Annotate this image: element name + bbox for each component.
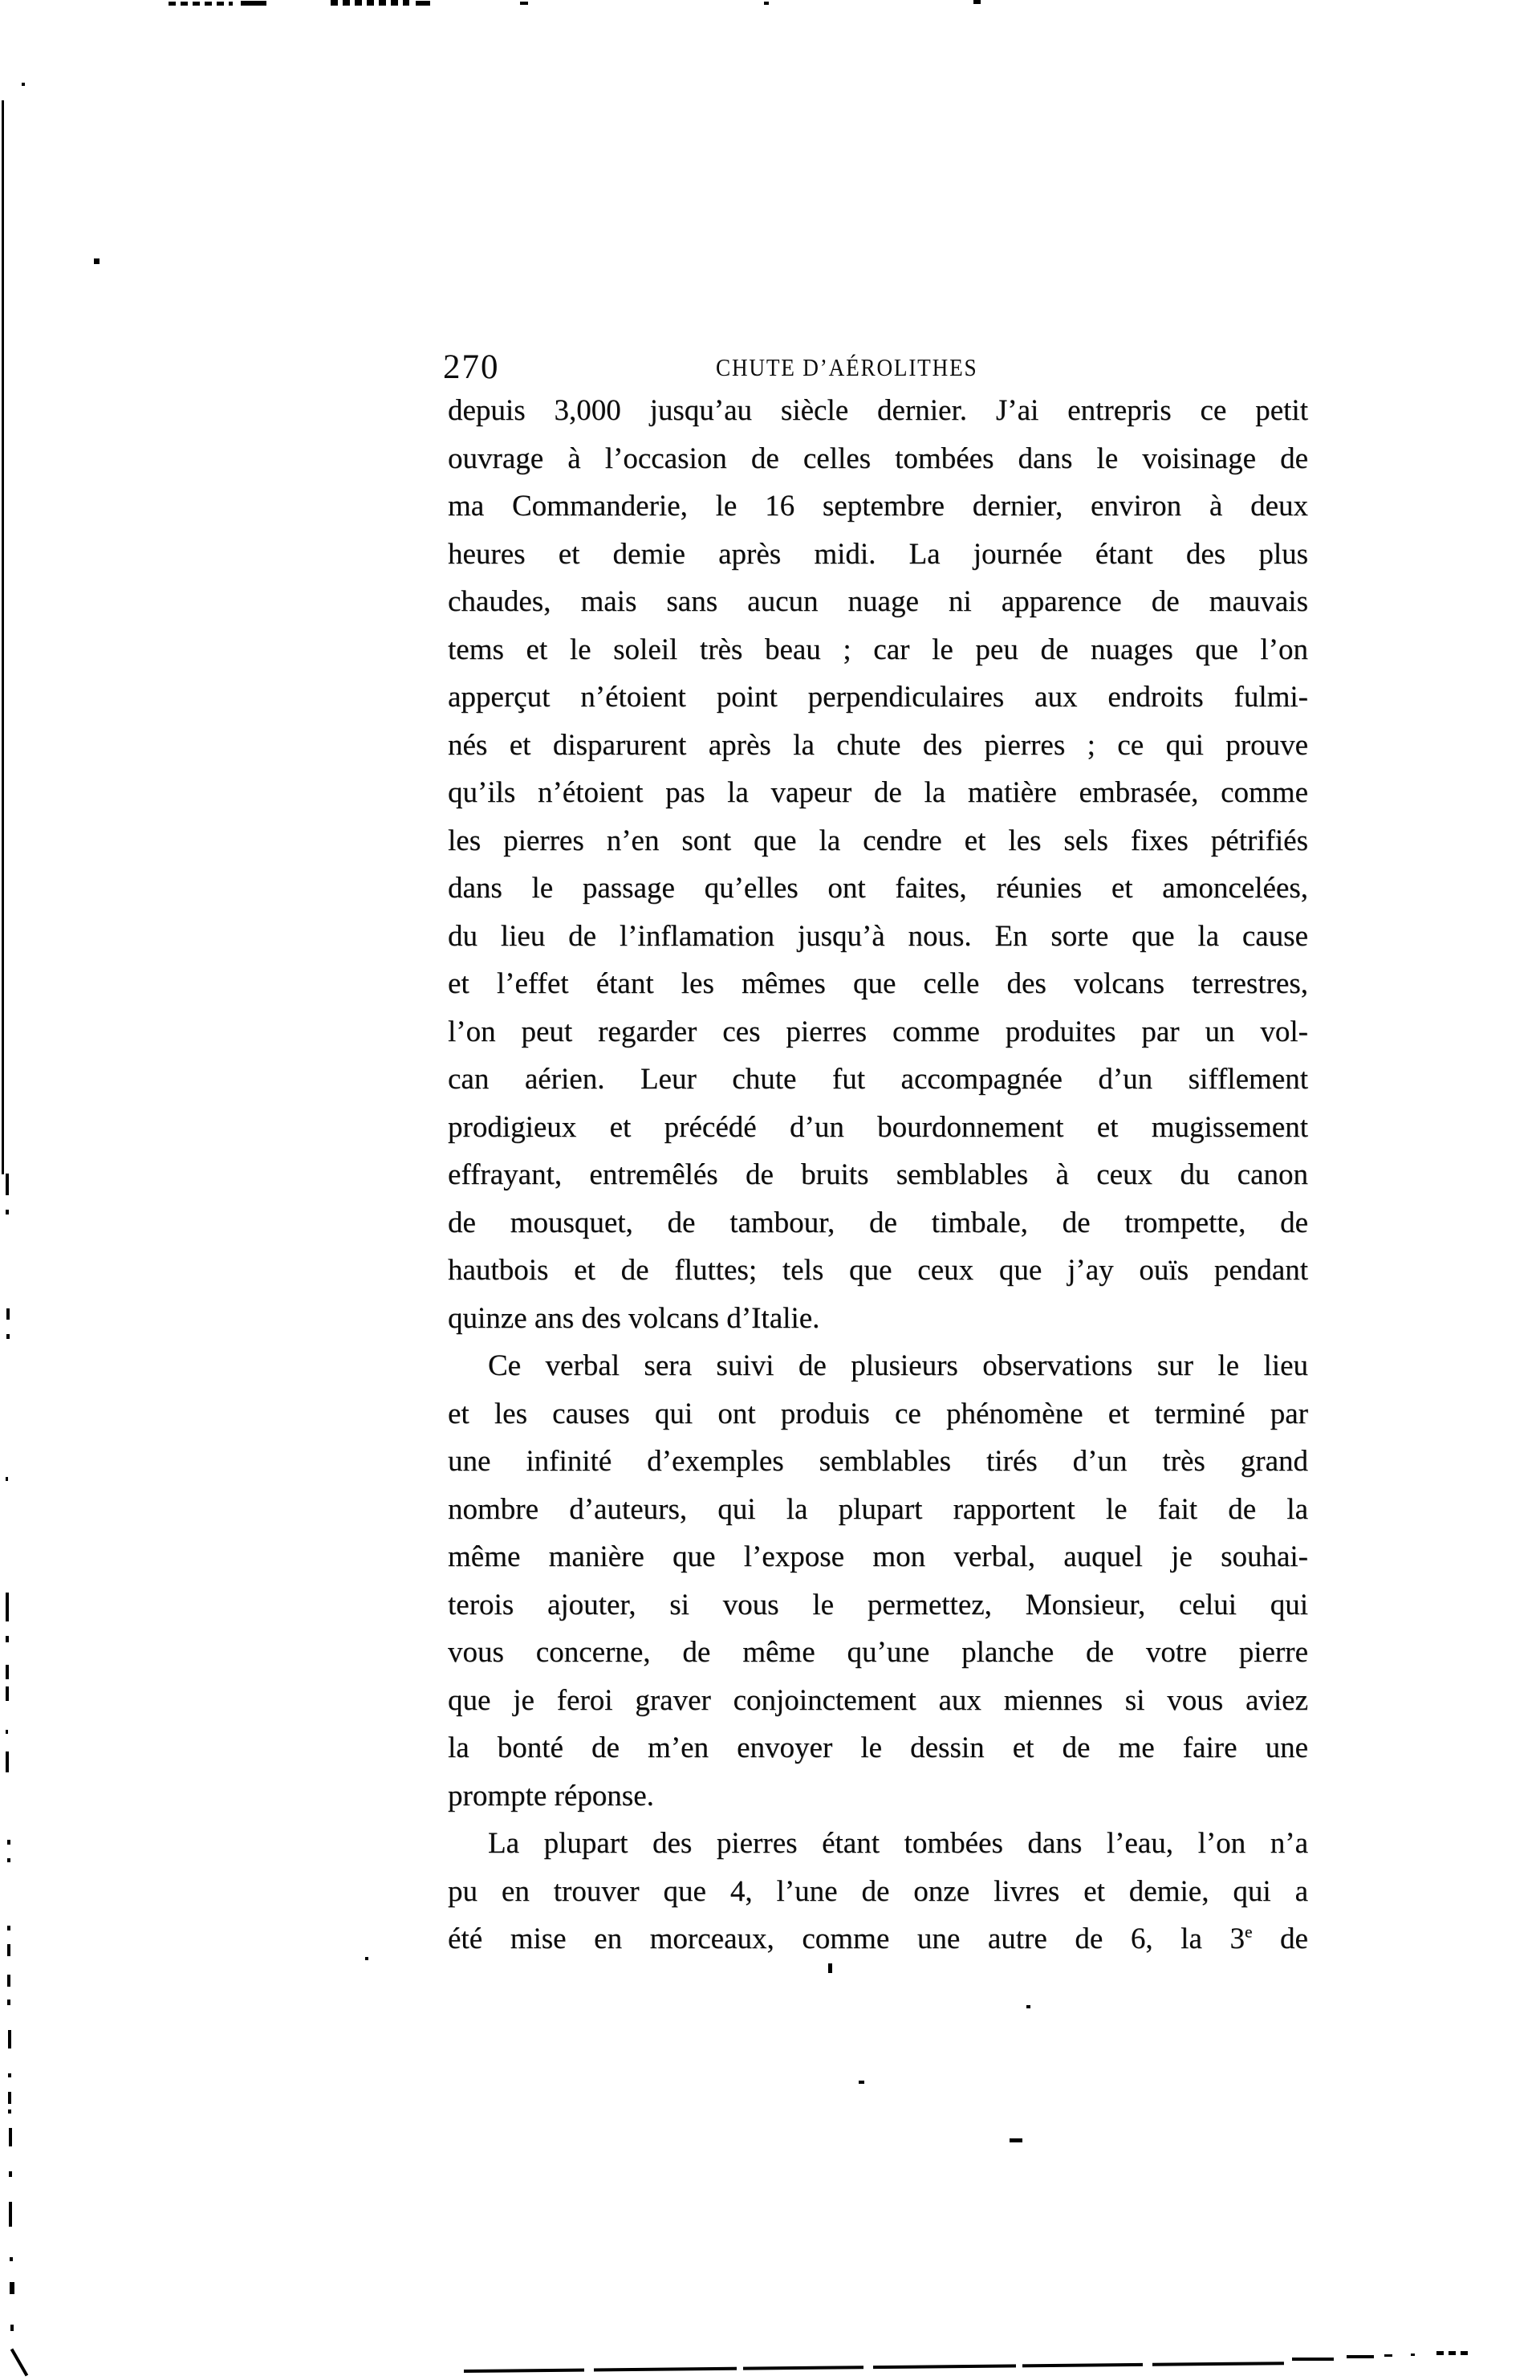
scan-noise-mark bbox=[7, 1858, 10, 1862]
text-line: hautbois et de fluttes; tels que ceux que j’ay ouïs pendant bbox=[448, 1254, 1308, 1287]
text-line: chaudes, mais sans aucun nuage ni apparence de mauvais bbox=[448, 585, 1308, 618]
text-line: pu en trouver que 4, l’une de onze livres et demie, qui a bbox=[448, 1874, 1308, 1908]
scan-noise-mark bbox=[10, 2257, 13, 2261]
scan-noise-mark bbox=[8, 2030, 11, 2048]
scan-noise-mark bbox=[1436, 2351, 1469, 2355]
text-line: nombre d’auteurs, qui la plupart rapportent le fait de la bbox=[448, 1492, 1308, 1526]
text-line: Ce verbal sera suivi de plusieurs observations sur le lieu bbox=[488, 1349, 1308, 1382]
scan-noise-mark bbox=[973, 0, 981, 4]
text-line: can aérien. Leur chute fut accompagnée d’un sifflement bbox=[448, 1063, 1308, 1096]
text-line: les pierres n’en sont que la cendre et les sels fixes pétrifiés bbox=[448, 824, 1308, 857]
scan-noise-mark bbox=[6, 1593, 9, 1621]
scan-noise-mark bbox=[6, 1174, 9, 1195]
text-line: ma Commanderie, le 16 septembre dernier, environ à deux bbox=[448, 490, 1308, 523]
scan-noise-mark bbox=[365, 1957, 368, 1960]
text-line: prodigieux et précédé d’un bourdonnement et mugissement bbox=[448, 1110, 1308, 1144]
scan-noise-mark bbox=[6, 1730, 8, 1734]
scan-noise-mark bbox=[520, 2, 528, 5]
scan-noise-mark bbox=[22, 83, 25, 86]
text-line: tems et le soleil très beau ; car le peu de nuages que l’on bbox=[448, 633, 1308, 666]
text-line: la bonté de m’en envoyer le dessin et de me faire une bbox=[448, 1731, 1308, 1764]
text-line: qu’ils n’étoient pas la vapeur de la matière embrasée, comme bbox=[448, 776, 1308, 809]
scan-noise-mark bbox=[7, 1926, 10, 1930]
text-line: dans le passage qu’elles ont faites, réunies et amoncelées, bbox=[448, 872, 1308, 905]
scan-noise-mark bbox=[2, 100, 4, 1174]
scan-noise-mark bbox=[828, 1963, 832, 1973]
text-line: du lieu de l’inflamation jusqu’à nous. En sorte que la cause bbox=[448, 919, 1308, 953]
text-line: même manière que l’expose mon verbal, auquel je souhai- bbox=[448, 1540, 1308, 1573]
page-number: 270 bbox=[443, 348, 500, 386]
scan-noise-mark bbox=[6, 1636, 9, 1642]
scan-noise-mark bbox=[764, 2, 769, 5]
scan-noise-mark bbox=[9, 2171, 12, 2177]
text-line: terois ajouter, si vous le permettez, Monsieur, celui qui bbox=[448, 1588, 1308, 1621]
scan-noise-mark bbox=[10, 2282, 14, 2294]
scan-noise-mark bbox=[9, 2128, 12, 2146]
scan-noise-mark bbox=[6, 1210, 9, 1214]
scan-noise-mark bbox=[7, 1944, 10, 1956]
scan-noise-mark bbox=[8, 2092, 11, 2104]
scan-noise-mark bbox=[6, 1334, 10, 1339]
text-line: que je feroi graver conjoinctement aux miennes si vous aviez bbox=[448, 1683, 1308, 1717]
scan-noise-mark bbox=[9, 2202, 12, 2227]
text-line: quinze ans des volcans d’Italie. bbox=[448, 1301, 820, 1335]
text-line: prompte réponse. bbox=[448, 1779, 654, 1812]
text-line: une infinité d’exemples semblables tirés d’un très grand bbox=[448, 1445, 1308, 1478]
scan-noise-mark bbox=[169, 2, 233, 6]
text-line: vous concerne, de même qu’une planche de votre pierre bbox=[448, 1636, 1308, 1669]
text-line: l’on peut regarder ces pierres comme produites par un vol- bbox=[448, 1015, 1308, 1048]
scan-noise-mark bbox=[7, 2000, 10, 2005]
scan-noise-mark bbox=[331, 0, 409, 6]
text-line: de mousquet, de tambour, de timbale, de trompette, de bbox=[448, 1206, 1308, 1239]
text-line: depuis 3,000 jusqu’au siècle dernier. J’ai entrepris ce petit bbox=[448, 394, 1308, 427]
scan-noise-bottom-edge bbox=[464, 2362, 1284, 2373]
text-line: et les causes qui ont produis ce phénomène et terminé par bbox=[448, 1397, 1308, 1430]
text-line: et l’effet étant les mêmes que celle des volcans terrestres, bbox=[448, 967, 1308, 1000]
scan-noise-mark bbox=[10, 2325, 14, 2331]
scan-noise-mark bbox=[1347, 2355, 1374, 2358]
scan-noise-mark bbox=[1292, 2358, 1334, 2361]
text-line: nés et disparurent après la chute des pierres ; ce qui prouve bbox=[448, 728, 1308, 762]
scan-noise-mark bbox=[8, 2109, 11, 2114]
scan-noise-mark bbox=[6, 1308, 10, 1320]
scan-noise-mark bbox=[8, 2073, 11, 2077]
scan-noise-mark bbox=[859, 2081, 864, 2084]
text-line: heures et demie après midi. La journée étant des plus bbox=[448, 537, 1308, 571]
scan-noise-mark bbox=[7, 1840, 10, 1845]
scan-noise-mark bbox=[1026, 2005, 1030, 2008]
scan-noise-diagonal-mark bbox=[10, 2349, 28, 2377]
scan-noise-mark bbox=[1411, 2354, 1415, 2356]
scan-noise-mark bbox=[416, 1, 430, 6]
scan-noise-mark bbox=[6, 1665, 9, 1679]
scan-noise-mark bbox=[241, 1, 266, 6]
text-line: apperçut n’étoient point perpendiculaires aux endroits fulmi- bbox=[448, 681, 1308, 714]
running-header-title: CHUTE D’AÉROLITHES bbox=[716, 353, 978, 381]
text-line: La plupart des pierres étant tombées dans l’eau, l’on n’a bbox=[488, 1827, 1308, 1860]
scan-noise-mark bbox=[1010, 2138, 1022, 2142]
text-line: ouvrage à l’occasion de celles tombées dans le voisinage de bbox=[448, 441, 1308, 475]
scan-noise-mark bbox=[6, 1751, 9, 1772]
page-text-block bbox=[448, 387, 1308, 1963]
scan-noise-mark bbox=[6, 1477, 8, 1481]
text-line: été mise en morceaux, comme une autre de 6, la 3e de bbox=[448, 1922, 1308, 1955]
scan-noise-mark bbox=[6, 1686, 9, 1701]
scan-noise-mark bbox=[7, 1975, 10, 1987]
scan-noise-mark bbox=[94, 258, 100, 264]
text-line: effrayant, entremêlés de bruits semblables à ceux du canon bbox=[448, 1158, 1308, 1191]
scan-noise-mark bbox=[1384, 2354, 1392, 2357]
